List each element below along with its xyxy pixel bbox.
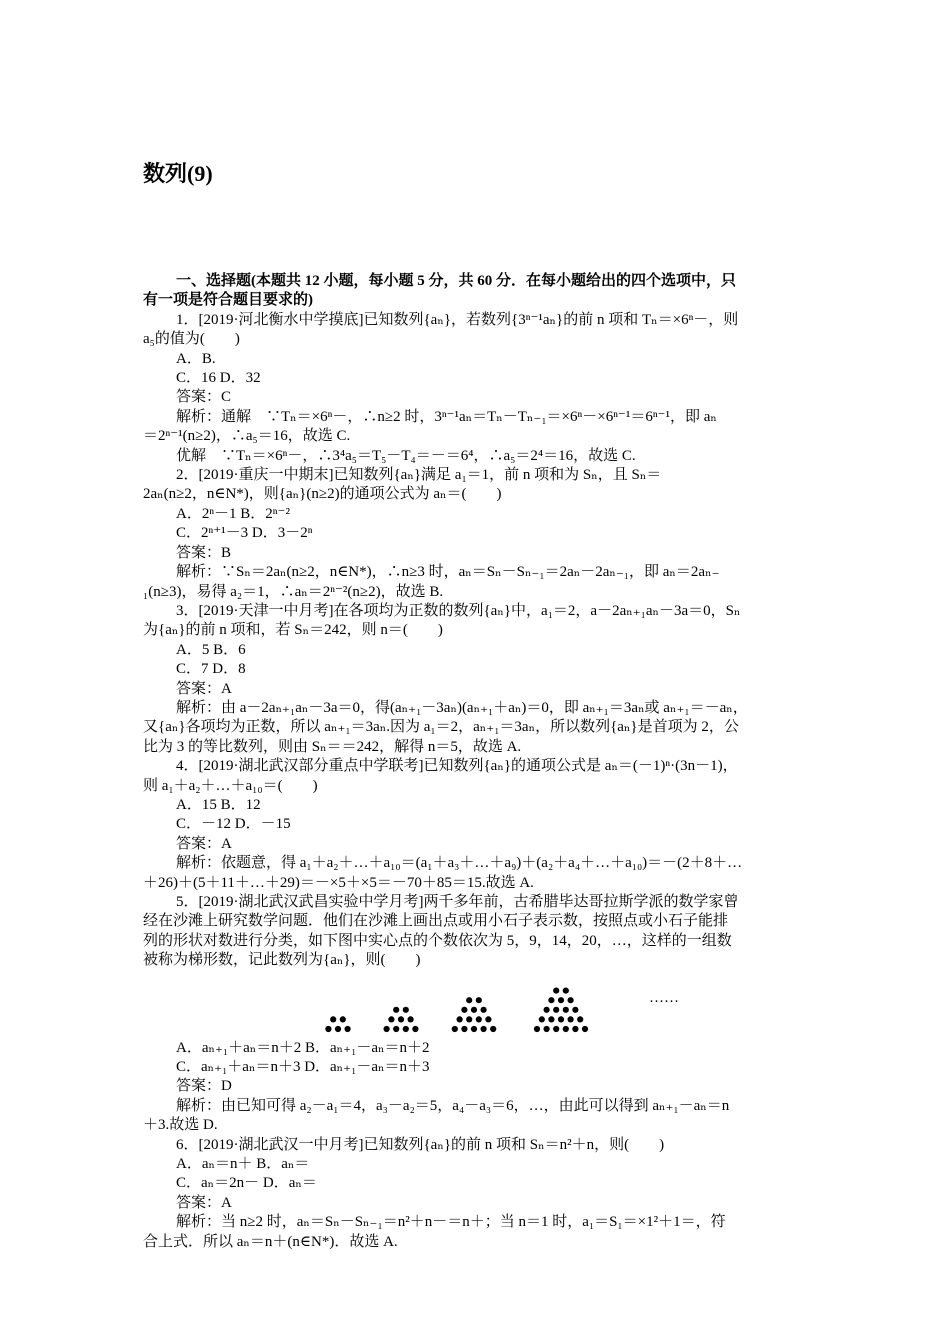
text-line: C．－12 D．－15 <box>176 816 291 833</box>
document-body <box>143 272 807 1252</box>
text-line: 解析：由已知可得 a₂－a₁＝4，a₃－a₂＝5，a₄－a₃＝6，…，由此可以得到 aₙ₊₁－aₙ＝n <box>176 1097 730 1114</box>
text-line: 有一项是符合题目要求的) <box>143 292 313 309</box>
text-line: A．2ⁿ－1 B．2ⁿ⁻² <box>176 505 290 522</box>
trapezoid-numbers-figure <box>143 975 807 1035</box>
pebble-dot <box>553 1026 559 1032</box>
text-line: 6．[2019·湖北武汉一中月考]已知数列{aₙ}的前 n 项和 Sₙ＝n²＋n，则( ) <box>176 1136 665 1153</box>
text-line: 为{aₙ}的前 n 项和，若 Sₙ＝242，则 n＝( ) <box>143 622 443 639</box>
pebble-dot <box>325 1026 331 1032</box>
text-line: ＝2ⁿ⁻¹(n≥2)，∴a₅＝16，故选 C. <box>143 428 351 445</box>
text-line: 5．[2019·湖北武汉武昌实验中学月考]两千多年前，古希腊毕达哥拉斯学派的数学家曾 <box>176 894 739 910</box>
text-line: 则 a₁＋a₂＋…＋a₁₀＝( ) <box>143 777 318 794</box>
pebble-dot <box>568 997 574 1003</box>
pebble-dot <box>539 1016 545 1022</box>
text-line: 解析：∵Sₙ＝2aₙ(n≥2，n∈N*)，∴n≥3 时，aₙ＝Sₙ－Sₙ₋₁＝2aₙ－2aₙ₋₁，即 aₙ＝2aₙ₋ <box>176 564 720 581</box>
text-line: 答案：A <box>176 835 232 852</box>
text-line: 答案：D <box>176 1078 232 1095</box>
text-line: ＋3.故选 D. <box>143 1117 218 1134</box>
text-line: 解析：通解 ∵Tₙ＝×6ⁿ－，∴n≥2 时，3ⁿ⁻¹aₙ＝Tₙ－Tₙ₋₁＝×6ⁿ－×6ⁿ⁻¹＝6ⁿ⁻¹，即 aₙ <box>176 408 717 425</box>
pebble-dot <box>534 1026 540 1032</box>
pebble-dot <box>563 987 569 993</box>
pebble-dot <box>461 1026 467 1032</box>
text-line: 优解 ∵Tₙ＝×6ⁿ－，∴3⁴a₅＝T₅－T₄＝－＝6⁴，∴a₅＝2⁴＝16，故选 C. <box>176 447 636 464</box>
text-line: 答案：A <box>176 680 232 697</box>
pebble-dot <box>553 987 559 993</box>
pebble-dot <box>408 1016 414 1022</box>
text-line: ₁(n≥3)，易得 a₂＝1，∴aₙ＝2ⁿ⁻²(n≥2)，故选 B. <box>143 583 444 600</box>
text-line: A．15 B．12 <box>176 796 261 813</box>
pebble-dot <box>572 1006 578 1012</box>
text-line: 答案：C <box>176 389 232 406</box>
pebble-dot <box>393 1026 399 1032</box>
text-line: 1．[2019·河北衡水中学摸底]已知数列{aₙ}，若数列{3ⁿ⁻¹aₙ}的前 n 项和 Tₙ＝×6ⁿ－，则 <box>176 311 739 328</box>
pebble-dot <box>412 1026 418 1032</box>
text-line: ＋26)＋(5＋11＋…＋29)＝－×5＋×5＝－70＋85＝15.故选 A. <box>143 874 534 891</box>
figure-ellipsis: …… <box>649 990 679 1007</box>
pebble-dot <box>558 997 564 1003</box>
pebble-dot <box>485 1016 491 1022</box>
pebble-dot <box>476 1016 482 1022</box>
text-line: A．B. <box>176 350 216 367</box>
text-line: 又{aₙ}各项均为正数，所以 aₙ₊₁＝3aₙ.因为 a₁＝2，aₙ₊₁＝3aₙ，所以数列{aₙ}是首项为 2，公 <box>143 719 739 736</box>
pebble-dot <box>548 1016 554 1022</box>
pebble-dot <box>403 1026 409 1032</box>
text-line: A．aₙ₊₁＋aₙ＝n＋2 B．aₙ₊₁－aₙ＝n＋2 <box>176 1039 430 1056</box>
text-line: 3．[2019·天津一中月考]在各项均为正数的数列{aₙ}中，a₁＝2，a－2aₙ₊₁aₙ－3a＝0，Sₙ <box>176 602 741 619</box>
pebble-dot <box>577 1016 583 1022</box>
text-line: C．2ⁿ⁺¹－3 D．3－2ⁿ <box>176 525 313 542</box>
text-line: 经在沙滩上研究数学问题．他们在沙滩上画出点或用小石子表示数，按照点或小石子能排 <box>143 913 729 930</box>
pebble-dot <box>452 1026 458 1032</box>
pebble-dot <box>471 1006 477 1012</box>
text-line: a₅的值为( ) <box>143 331 240 348</box>
text-line: 合上式．所以 aₙ＝n＋(n∈N*)．故选 A. <box>143 1233 398 1250</box>
pebble-dot <box>490 1026 496 1032</box>
pebble-dot <box>345 1026 351 1032</box>
text-line: C．aₙ₊₁＋aₙ＝n＋3 D．aₙ₊₁－aₙ＝n＋3 <box>176 1059 430 1076</box>
pebble-dot <box>471 1026 477 1032</box>
pebble-dot <box>563 1026 569 1032</box>
text-line: C．16 D．32 <box>176 370 261 387</box>
pebble-dot <box>563 1006 569 1012</box>
text-line: 列的形状对数进行分类，如下图中实心点的个数依次为 5，9，14，20，…，这样的一组数 <box>143 932 732 949</box>
text-line: 被称为梯形数，记此数列为{aₙ}，则( ) <box>143 952 421 969</box>
pebble-dot <box>481 1026 487 1032</box>
pebble-dot <box>568 1016 574 1022</box>
text-line: 一、选择题(本题共 12 小题，每小题 5 分，共 60 分．在每小题给出的四个选项中，只 <box>176 273 736 289</box>
text-line: 比为 3 的等比数列，则由 Sₙ＝＝242，解得 n＝5，故选 A. <box>143 738 522 755</box>
pebble-dot <box>393 1006 399 1012</box>
text-line: 答案：A <box>176 1194 232 1211</box>
pebble-dot <box>481 1006 487 1012</box>
pebble-dot <box>388 1016 394 1022</box>
pebble-dot <box>572 1026 578 1032</box>
text-line: 答案：B <box>176 544 232 561</box>
pebble-dot <box>466 1016 472 1022</box>
pebble-dot <box>330 1016 336 1022</box>
text-line: C．aₙ＝2n－ D．aₙ＝ <box>176 1175 317 1192</box>
dot-figure <box>311 977 611 1035</box>
text-line: 解析：由 a－2aₙ₊₁aₙ－3a＝0，得(aₙ₊₁－3aₙ)(aₙ₊₁＋aₙ)＝0，即 aₙ₊₁＝3aₙ或 aₙ₊₁＝－aₙ， <box>176 699 748 716</box>
page-title: 数列(9) <box>143 161 213 186</box>
text-line: 2．[2019·重庆一中期末]已知数列{aₙ}满足 a₁＝1，前 n 项和为 Sₙ，且 Sₙ＝ <box>176 467 662 484</box>
pebble-dot <box>398 1016 404 1022</box>
pebble-dot <box>476 997 482 1003</box>
pebble-dot <box>544 1026 550 1032</box>
text-line: 2aₙ(n≥2，n∈N*)，则{aₙ}(n≥2)的通项公式为 aₙ＝( ) <box>143 486 502 503</box>
text-line: 4．[2019·湖北武汉部分重点中学联考]已知数列{aₙ}的通项公式是 aₙ＝(－1)ⁿ·(3n－1)， <box>176 758 738 775</box>
pebble-dot <box>553 1006 559 1012</box>
pebble-dot <box>403 1006 409 1012</box>
pebble-dot <box>335 1026 341 1032</box>
pebble-dot <box>558 1016 564 1022</box>
text-line: A．5 B．6 <box>176 641 246 658</box>
text-line: C．7 D．8 <box>176 661 246 678</box>
text-block-a <box>143 272 807 971</box>
pebble-dot <box>457 1016 463 1022</box>
pebble-dot <box>461 1006 467 1012</box>
text-line: A．aₙ＝n＋ B．aₙ＝ <box>176 1156 310 1173</box>
text-block-b <box>143 1039 807 1252</box>
pebble-dot <box>384 1026 390 1032</box>
pebble-dot <box>548 997 554 1003</box>
pebble-dot <box>544 1006 550 1012</box>
pebble-dot <box>582 1026 588 1032</box>
text-line: 解析：依题意，得 a₁＋a₂＋…＋a₁₀＝(a₁＋a₃＋…＋a₉)＋(a₂＋a₄＋…＋a₁₀)＝－(2＋8＋… <box>176 855 743 872</box>
pebble-dot <box>466 997 472 1003</box>
text-line: 解析：当 n≥2 时，aₙ＝Sₙ－Sₙ₋₁＝n²＋n－＝n＋；当 n＝1 时，a₁＝S₁＝×1²＋1＝，符 <box>176 1214 726 1231</box>
pebble-dot <box>340 1016 346 1022</box>
